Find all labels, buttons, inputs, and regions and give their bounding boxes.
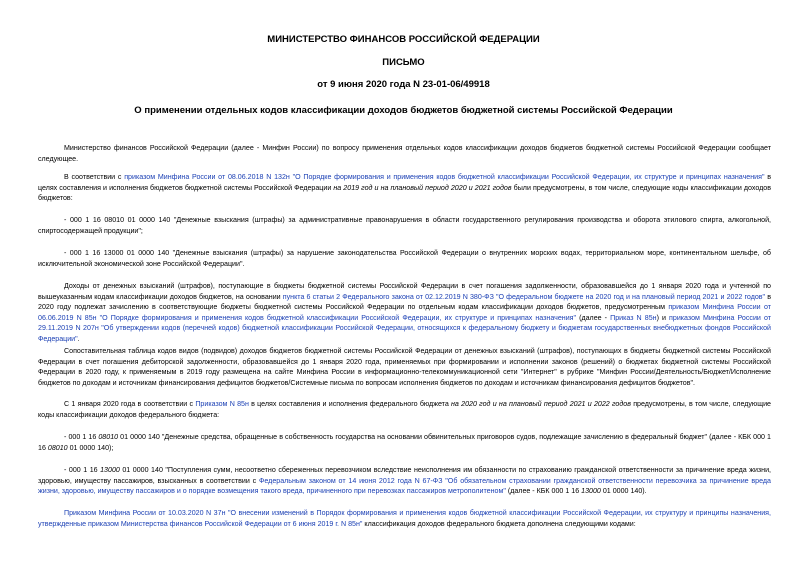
paragraph-italic: 13000 [100, 466, 120, 474]
paragraph-text: С 1 января 2020 года в соответствии с [64, 400, 196, 408]
link-federal-law-380fz[interactable]: пункта 6 статьи 2 Федерального закона от 02.12.2019 N 380-ФЗ "О федеральном бюджете на 2020 год и на плановый период 2021 и 2022 годов" [282, 292, 766, 301]
paragraph-italic: 13000 [581, 487, 601, 496]
link-order-37n[interactable]: Приказом Минфина России от 10.03.2020 N 37н "О внесении изменений в Порядок формирования и применения кодов бюджетной классификации Российской Федерации, их структуру и принципы назначения, утвержденные приказом Министерства финансов Российской Федерации от 6 июня 2019 г. N 85н" [38, 509, 771, 528]
link-order-85n-short[interactable]: Приказ N 85н [610, 313, 657, 322]
paragraph-text: предусмотрены, в том числе, следующие коды классификации доходов федерального бюджета: [38, 400, 771, 419]
paragraph-codes-2020 [38, 399, 771, 420]
document-date-number: от 9 июня 2020 года N 23-01-06/49918 [317, 79, 490, 90]
paragraph-text: Доходы от денежных взысканий (штрафов), поступающие в бюджеты бюджетной системы Российской Федерации в счет погашения задолженности, образовавшейся до 1 января 2020 года и учтенной по вышеуказанным кодам классификации доходов бюджетов, на основании [38, 282, 771, 301]
paragraph-text: (далее - [576, 313, 611, 322]
paragraph-text: 01 0000 140); [67, 443, 114, 452]
paragraph-italic: на 2019 год и на плановый период 2020 и 2021 годов [333, 183, 512, 192]
paragraph-text: В соответствии с [64, 173, 125, 181]
paragraph-text: 01 0000 140 "Денежные средства, обращенные в собственность государства на основании обвинительных приговоров судов, подлежащие зачислению в федеральный бюджет" (далее - КБК 000 1 16 [38, 433, 772, 452]
paragraph-kbk-13000 [38, 465, 771, 497]
paragraph-italic: 08010 [47, 443, 68, 452]
paragraph-text: в 2020 году подлежат зачислению в соответствующие бюджеты бюджетной системы Российской Федерации по отдельным кодам классификации доходов бюджетов, предусмотренным [38, 292, 771, 312]
paragraph-kbk-08010 [38, 432, 771, 453]
paragraph-text: . [77, 334, 80, 343]
paragraph-text: Сопоставительная таблица кодов видов (подвидов) доходов бюджетов бюджетной системы Российской Федерации от денежных взысканий (штрафов), поступающих в бюджеты бюджетной системы Российской Федерации в счет погашения дебиторской задолженности, образовавшейся до 1 января 2020 года, применяемых при формировании и исполнении законов (решений) о бюджетах бюджетной системы Российской Федерации в 2020 году, к применяемым в 2019 году размещена на сайте Минфина России в информационно-телекоммуникационной сети "Интернет" в рубрике "Минфин России/Деятельность/Бюджет/Исполнение бюджетов по доходам и источникам финансирования дефицитов бюджетов/Системные письма по вопросам исполнения бюджетов по доходам и источникам финансирования дефицитов бюджетов". [38, 347, 771, 387]
paragraph-text: классификация доходов федерального бюджета дополнена следующими кодами: [362, 519, 636, 528]
paragraph-order-37n [38, 508, 771, 529]
link-order-85n-short[interactable]: Приказом N 85н [195, 400, 249, 408]
paragraph-text: в целях составления и исполнения федерального бюджета [248, 400, 452, 408]
link-order-85n[interactable]: приказом Минфина России от 06.06.2019 N 85н "О Порядке формирования и применения кодов бюджетной классификации Российской Федерации, их структуре и принципах назначения" [38, 303, 771, 322]
paragraph-text: были предусмотрены, в том числе, следующие коды классификации доходов бюджетов: [38, 183, 772, 203]
link-federal-law-67fz[interactable]: Федеральным законом от 14 июня 2012 года N 67-ФЗ "Об обязательном страховании гражданской ответственности перевозчика за причинение вреда жизни, здоровью, имуществу пассажиров и о порядке возмещения такого вреда, причиненного при перевозках пассажиров метрополитеном" [38, 476, 772, 496]
paragraph-italic: на 2020 год и на плановый период 2021 и 2022 годов [451, 400, 631, 408]
paragraph-italic: 08010 [98, 433, 119, 441]
paragraph-text: 01 0000 140 "Поступления сумм, несоответно сбереженных перевозчиком вследствие неисполнения им обязанности по страхованию гражданской ответственности за причинение вреда жизни, здоровью, имуществу пассажиров, взысканных в соответствии с [38, 466, 772, 485]
paragraph-text: - 000 1 16 08010 01 0000 140 "Денежные взыскания (штрафы) за административные правонарушения в области государственного регулирования производства и оборота этилового спирта, алкогольной, спиртосодержащей продукции"; [38, 216, 771, 235]
paragraph-intro [38, 143, 771, 164]
paragraph-text: - 000 1 16 13000 01 0000 140 "Денежные взыскания (штрафы) за нарушение законодательства Российской Федерации о внутренних морских водах, территориальном море, континентальном шельфе, об исключительной экономической зоне Российской Федерации". [38, 249, 771, 268]
paragraph-fines-revenue [38, 281, 771, 345]
link-order-207n[interactable]: приказом Минфина России от 29.11.2019 N 207н "Об утверждении кодов (перечней кодов) бюджетной классификации Российской Федерации, относящихся к федеральному бюджету и бюджетам государственных внебюджетных фондов Российской Федерации" [38, 313, 772, 343]
document-subject: О применении отдельных кодов классификации доходов бюджетов бюджетной системы Российской Федерации [134, 105, 673, 116]
paragraph-text: Министерство финансов Российской Федерации (далее - Минфин России) по вопросу применения отдельных кодов классификации доходов бюджетов бюджетной системы Российской Федерации сообщает следующее. [38, 144, 771, 163]
paragraph-code-08010 [38, 215, 771, 236]
paragraph-text: ) и [656, 313, 670, 322]
link-order-132n[interactable]: приказом Минфина России от 08.06.2018 N 132н "О Порядке формирования и применения кодов бюджетной классификации Российской Федерации, их структуре и принципах назначения" [124, 173, 765, 181]
paragraph-text: - 000 1 16 [64, 466, 101, 474]
paragraph-comparison-table [38, 346, 771, 388]
paragraph-text: (далее - КБК 000 1 16 [505, 487, 582, 496]
paragraph-text: - 000 1 16 [64, 433, 99, 441]
document-type: ПИСЬМО [382, 57, 425, 68]
ministry-title: МИНИСТЕРСТВО ФИНАНСОВ РОССИЙСКОЙ ФЕДЕРАЦИИ [267, 34, 540, 45]
paragraph-text: 01 0000 140). [600, 487, 647, 496]
paragraph-code-13000 [38, 248, 771, 269]
paragraph-text: в целях составления и исполнения бюджетов бюджетной системы Российской Федерации [38, 173, 771, 192]
paragraph-codes-2019 [38, 172, 771, 204]
